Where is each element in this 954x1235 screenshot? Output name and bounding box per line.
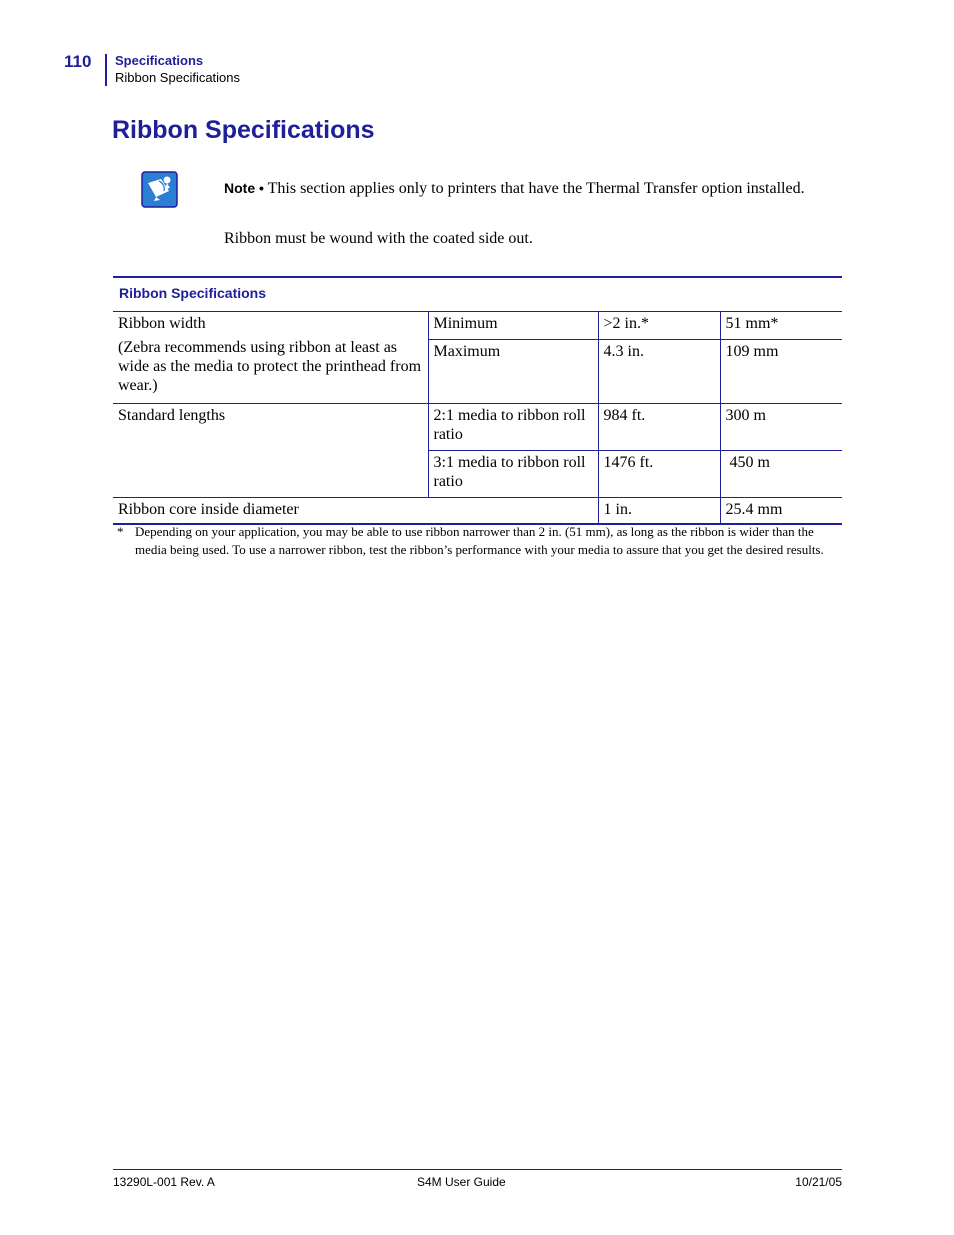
note-label: Note • [224,180,264,196]
table-cell: 300 m [720,404,842,451]
ribbon-width-cell [113,312,428,404]
ribbon-spec-table [113,276,842,525]
header-subsection: Ribbon Specifications [115,70,241,85]
ribbon-width-note: (Zebra recommends using ribbon at least as wide as the media to protect the printhead from wear.) [118,339,422,394]
page-title: Ribbon Specifications [112,116,375,144]
note-text: This section applies only to printers that have the Thermal Transfer option installed. [267,180,805,197]
footer-guide-title: S4M User Guide [417,1175,506,1189]
note-paragraph [224,178,844,199]
table-cell: 1 in. [598,498,720,525]
table-cell: 984 ft. [598,404,720,451]
page-number: 110 [64,52,92,71]
header-divider [105,54,107,86]
table-cell: 25.4 mm [720,498,842,525]
note-hand-icon [141,171,178,208]
table-cell: >2 in.* [598,312,720,340]
standard-lengths-label: Standard lengths [113,404,428,498]
header-section: Specifications [115,53,204,68]
table-cell: 1476 ft. [598,451,720,498]
table-cell: Minimum [428,312,598,340]
table-row [113,498,842,525]
footer-doc-number: 13290L-001 Rev. A [113,1175,215,1189]
table-cell: Maximum [428,340,598,404]
table-caption: Ribbon Specifications [119,285,267,301]
table-cell: 2:1 media to ribbon roll ratio [428,404,598,451]
footnote-marker: * [117,524,124,539]
table-cell: 3:1 media to ribbon roll ratio [428,451,598,498]
core-diameter-label: Ribbon core inside diameter [113,498,598,525]
table-cell: 450 m [720,451,842,498]
table-cell: 109 mm [720,340,842,404]
footer-divider [113,1169,842,1170]
ribbon-width-label: Ribbon width [118,315,206,332]
table-cell: 4.3 in. [598,340,720,404]
table-row [113,312,842,340]
table-cell: 51 mm* [720,312,842,340]
body-paragraph: Ribbon must be wound with the coated side out. [224,230,533,247]
footnote-text: Depending on your application, you may be able to use ribbon narrower than 2 in. (51 mm), as long as the ribbon is wider than the media being used. To use a narrower ribbon, test the ribbon’s performance with your media to assure that you get the desired results. [135,524,824,557]
table-row [113,404,842,451]
footer-date: 10/21/05 [795,1175,842,1189]
table-footnote [117,523,837,558]
